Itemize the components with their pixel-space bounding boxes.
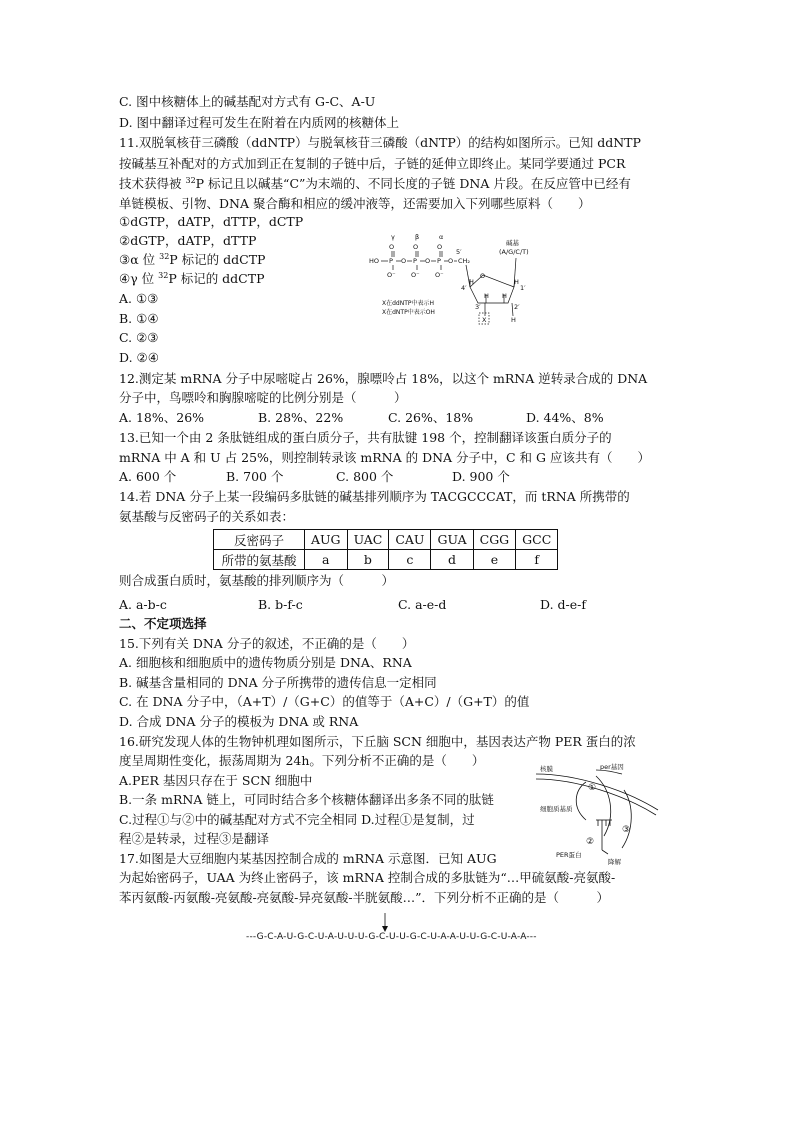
q14-stem-line1: 14.若 DNA 分子上某一段编码多肽链的碱基排列顺序为 TACGCCCAT，而 tRNA 所携带的 — [119, 489, 630, 504]
table-row: 所带的氨基酸 a b c d e f — [214, 550, 558, 570]
q16-option-b: B.一条 mRNA 链上，可同时结合多个核糖体翻译出多条不同的肽链 — [119, 792, 494, 807]
svg-text:4′: 4′ — [461, 284, 467, 292]
ho-label: HO — [369, 257, 380, 265]
q14-stem-line3: 则合成蛋白质时，氨基酸的排列顺序为（ ） — [119, 573, 395, 588]
q14-option-d: D. d-e-f — [540, 597, 586, 612]
per-gene-label: per基因 — [600, 763, 624, 771]
section-heading: 二、不定项选择 — [119, 616, 207, 631]
q13-option-c: C. 800 个 — [336, 469, 394, 484]
cytoplasm-label: 细胞质基质 — [540, 805, 573, 813]
q14-stem-line2: 氨基酸与反密码子的关系如表： — [119, 509, 295, 524]
q10-option-c: C. 图中核糖体上的碱基配对方式有 G-C、A-U — [119, 94, 376, 109]
svg-text:H: H — [514, 278, 519, 286]
svg-text:5′: 5′ — [456, 248, 462, 256]
q11-item-4: ④γ 位 $^{32}$P 标记的 ddCTP — [119, 271, 265, 286]
q11-stem-line4: 单链模板、引物、DNA 聚合酶和相应的缓冲液等，还需要加入下列哪些原料（ ） — [119, 196, 591, 211]
q13-option-a: A. 600 个 — [119, 469, 177, 484]
q12-option-d: D. 44%、8% — [526, 410, 604, 425]
arrow-down-icon — [379, 913, 391, 933]
q16-stem-line1: 16.研究发现人体的生物钟机理如图所示，下丘脑 SCN 细胞中，基因表达产物 PER 蛋白的浓 — [119, 734, 636, 749]
q13-stem-line1: 13.已知一个由 2 条肽链组成的蛋白质分子，共有肽键 198 个，控制翻译该蛋白质分子的 — [119, 430, 612, 445]
q10-option-d: D. 图中翻译过程可发生在附着在内质网的核糖体上 — [119, 115, 400, 130]
svg-text:③: ③ — [622, 825, 631, 835]
q11-stem-line3: 技术获得被 $^{32}$P 标记且以碱基“C”为末端的、不同长度的子链 DNA 片段。在反应管中已经有 — [119, 176, 631, 191]
svg-text:2′: 2′ — [514, 303, 520, 311]
q16-option-a: A.PER 基因只存在于 SCN 细胞中 — [119, 773, 313, 788]
q14-option-a: A. a-b-c — [119, 597, 167, 612]
svg-text:H: H — [484, 292, 489, 300]
svg-text:P: P — [389, 257, 393, 265]
q12-option-c: C. 26%、18% — [388, 410, 474, 425]
svg-text:O: O — [480, 272, 486, 280]
q12-option-a: A. 18%、26% — [119, 410, 205, 425]
q17-stem-line1: 17.如图是大豆细胞内某基因控制合成的 mRNA 示意图．已知 AUG — [119, 851, 497, 866]
ddntp-note: X在ddNTP中表示H — [382, 300, 435, 307]
svg-text:H: H — [502, 292, 507, 300]
q16-option-d-cont: 程②是转录，过程③是翻译 — [119, 831, 270, 846]
q15-option-c: C. 在 DNA 分子中，（A+T）/（G+C）的值等于（A+C）/（G+T）的值 — [119, 694, 530, 709]
table-header-amino-acid: 所带的氨基酸 — [214, 550, 305, 570]
q12-option-b: B. 28%、22% — [258, 410, 344, 425]
base-types-label: (A/G/C/T) — [499, 248, 529, 256]
svg-text:O: O — [413, 243, 419, 251]
q12-stem-line1: 12.测定某 mRNA 分子中尿嘧啶占 26%，腺嘌呤占 18%，以这个 mRNA 逆转录合成的 DNA — [119, 371, 648, 386]
svg-text:O: O — [425, 257, 431, 265]
q16-option-c-d: C.过程①与②中的碱基配对方式不完全相同 D.过程①是复制，过 — [119, 812, 475, 827]
base-label: 碱基 — [506, 239, 519, 247]
q13-option-d: D. 900 个 — [452, 469, 510, 484]
q11-stem-line2: 按碱基互补配对的方式加到正在复制的子链中后，子链的延伸立即终止。某同学要通过 PCR — [119, 156, 626, 171]
svg-text:O: O — [389, 243, 395, 251]
q15-option-b: B. 碱基含量相同的 DNA 分子所携带的遗传信息一定相同 — [119, 675, 437, 690]
biological-clock-figure — [536, 760, 664, 872]
q15-stem: 15.下列有关 DNA 分子的叙述，不正确的是（ ） — [119, 636, 415, 651]
q11-option-a: A. ①③ — [119, 291, 159, 306]
svg-text:1′: 1′ — [520, 284, 526, 292]
alpha-label: α — [439, 233, 444, 241]
nuclear-membrane-label: 核膜 — [540, 765, 553, 773]
svg-text:O: O — [448, 257, 454, 265]
svg-text:O: O — [401, 257, 407, 265]
q11-item-3: ③α 位 $^{32}$P 标记的 ddCTP — [119, 252, 266, 267]
svg-text:O⁻: O⁻ — [387, 271, 396, 279]
q13-stem-line2: mRNA 中 A 和 U 占 25%，则控制转录该 mRNA 的 DNA 分子中，C 和 G 应该共有（ ） — [119, 450, 650, 465]
q17-stem-line3: 苯丙氨酸-丙氨酸-亮氨酸-亮氨酸-异亮氨酸-半胱氨酸…”．下列分析不正确的是（ ） — [119, 890, 610, 905]
q13-option-b: B. 700 个 — [226, 469, 284, 484]
svg-text:P: P — [413, 257, 417, 265]
svg-text:②: ② — [586, 837, 595, 847]
svg-text:3′: 3′ — [475, 303, 481, 311]
dntp-note: X在dNTP中表示OH — [382, 309, 435, 316]
svg-text:H: H — [511, 316, 516, 324]
per-protein-label: PER蛋白 — [556, 851, 582, 859]
anticodon-table — [213, 529, 558, 570]
q11-item-1: ①dGTP，dATP，dTTP，dCTP — [119, 214, 304, 229]
q11-option-d: D. ②④ — [119, 350, 159, 365]
gamma-label: γ — [391, 233, 395, 241]
q11-stem-line1: 11.双脱氧核苷三磷酸（ddNTP）与脱氧核苷三磷酸（dNTP）的结构如图所示。已知 ddNTP — [119, 135, 641, 150]
degrade-label: 降解 — [608, 858, 621, 866]
table-row: 反密码子 AUG UAC CAU GUA CGG GCC — [214, 530, 558, 550]
ddntp-structure-figure — [366, 232, 556, 328]
q11-option-b: B. ①④ — [119, 311, 159, 326]
svg-text:CH₂: CH₂ — [458, 257, 471, 265]
table-header-anticodon: 反密码子 — [214, 530, 305, 550]
q12-stem-line2: 分子中，鸟嘌呤和胸腺嘧啶的比例分别是（ ） — [119, 390, 407, 405]
svg-text:O⁻: O⁻ — [411, 271, 420, 279]
svg-text:O: O — [437, 243, 443, 251]
svg-text:O⁻: O⁻ — [435, 271, 444, 279]
q15-option-a: A. 细胞核和细胞质中的遗传物质分别是 DNA、RNA — [119, 655, 412, 670]
q11-option-c: C. ②③ — [119, 330, 159, 345]
q16-stem-line2: 度呈周期性变化，振荡周期为 24h。下列分析不正确的是（ ） — [119, 753, 485, 768]
mrna-sequence: ---G-C-A-U-G-C-U-A-U-U-U-G-C-U-U-G-C-U-A-A-U-U-G-C-U-A-A--- — [246, 932, 537, 942]
q11-item-2: ②dGTP，dATP，dTTP — [119, 233, 257, 248]
q17-stem-line2: 为起始密码子，UAA 为终止密码子，该 mRNA 控制合成的多肽链为“…甲硫氨酸-亮氨酸- — [119, 870, 616, 885]
svg-text:①: ① — [588, 783, 597, 793]
q15-option-d: D. 合成 DNA 分子的模板为 DNA 或 RNA — [119, 714, 359, 729]
svg-text:H: H — [469, 278, 474, 286]
svg-text:P: P — [437, 257, 441, 265]
beta-label: β — [415, 233, 420, 241]
q14-option-c: C. a-e-d — [398, 597, 447, 612]
q14-option-b: B. b-f-c — [258, 597, 303, 612]
svg-text:X: X — [482, 316, 487, 324]
